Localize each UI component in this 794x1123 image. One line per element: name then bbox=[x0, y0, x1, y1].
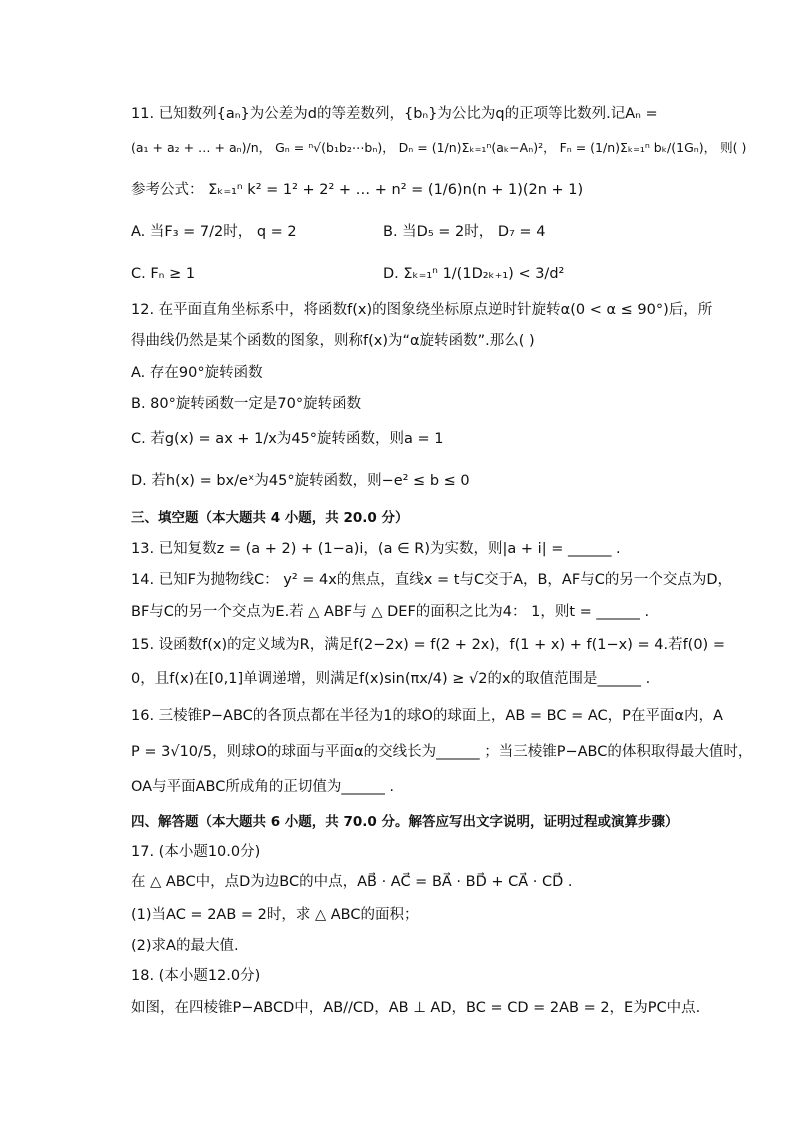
q15-line1: 15. 设函数f(x)的定义域为R，满足f(2−2x) = f(2 + 2x)，f(1 + x) + f(1−x) = 4.若f(0) = bbox=[131, 637, 725, 653]
section-fill-in-heading: 三、填空题（本大题共 4 小题，共 20.0 分） bbox=[131, 510, 409, 526]
q11-option-d: D. Σₖ₌₁ⁿ 1/(1D₂ₖ₊₁) < 3/d² bbox=[383, 266, 565, 282]
q14-line1: 14. 已知F为抛物线C： y² = 4x的焦点，直线x = t与C交于A，B，AF与C的另一个交点为D， bbox=[131, 572, 732, 588]
q11-line1: 11. 已知数列{aₙ}为公差为d的等差数列，{bₙ}为公比为q的正项等比数列.记Aₙ = bbox=[131, 106, 658, 122]
q16-line2: P = 3√10/5，则球O的球面与平面α的交线长为______ ；当三棱锥P−ABC的体积取得最大值时， bbox=[131, 744, 753, 760]
q11-option-a: A. 当F₃ = 7/2时， q = 2 bbox=[131, 224, 297, 240]
q12-option-c: C. 若g(x) = ax + 1/x为45°旋转函数，则a = 1 bbox=[131, 431, 444, 447]
q12-option-d: D. 若h(x) = bx/eˣ为45°旋转函数，则−e² ≤ b ≤ 0 bbox=[131, 473, 470, 489]
q12-line2: 得曲线仍然是某个函数的图象，则称f(x)为“α旋转函数”.那么( ) bbox=[131, 333, 535, 349]
q11-line2: (a₁ + a₂ + … + aₙ)/n， Gₙ = ⁿ√(b₁b₂⋯bₙ)， Dₙ = (1/n)Σₖ₌₁ⁿ(aₖ−Aₙ)²， Fₙ = (1/n)Σₖ₌₁ⁿ bₖ/(1Gₙ)， 则( ) bbox=[131, 140, 747, 155]
q15-line2: 0，且f(x)在[0,1]单调递增，则满足f(x)sin(πx/4) ≥ √2的x的取值范围是______ . bbox=[131, 671, 651, 687]
q18-header: 18. (本小题12.0分) bbox=[131, 968, 261, 984]
q14-line2: BF与C的另一个交点为E.若 △ ABF与 △ DEF的面积之比为4： 1，则t = ______ . bbox=[131, 604, 650, 620]
q13-line: 13. 已知复数z = (a + 2) + (1−a)i，(a ∈ R)为实数，则|a + i| = ______ . bbox=[131, 541, 621, 557]
q16-line3: OA与平面ABC所成角的正切值为______ . bbox=[131, 779, 395, 795]
q17-line3: (2)求A的最大值. bbox=[131, 938, 239, 954]
q12-option-b: B. 80°旋转函数一定是70°旋转函数 bbox=[131, 396, 362, 412]
q17-header: 17. (本小题10.0分) bbox=[131, 844, 261, 860]
q11-option-c: C. Fₙ ≥ 1 bbox=[131, 266, 196, 282]
q12-option-a: A. 存在90°旋转函数 bbox=[131, 365, 263, 381]
q17-line1: 在 △ ABC中，点D为边BC的中点，AB⃗ · AC⃗ = BA⃗ · BD⃗ + CA⃗ · CD⃗ . bbox=[131, 874, 573, 890]
section-solutions-heading: 四、解答题（本大题共 6 小题，共 70.0 分。解答应写出文字说明，证明过程或演算步骤） bbox=[131, 814, 679, 830]
q11-formula: 参考公式： Σₖ₌₁ⁿ k² = 1² + 2² + … + n² = (1/6)n(n + 1)(2n + 1) bbox=[131, 182, 584, 198]
q12-line1: 12. 在平面直角坐标系中，将函数f(x)的图象绕坐标原点逆时针旋转α(0 < α ≤ 90°)后，所 bbox=[131, 302, 713, 318]
q11-option-b: B. 当D₅ = 2时， D₇ = 4 bbox=[383, 224, 546, 240]
q18-line1: 如图，在四棱锥P−ABCD中，AB//CD，AB ⊥ AD，BC = CD = 2AB = 2，E为PC中点. bbox=[131, 1000, 701, 1016]
q17-line2: (1)当AC = 2AB = 2时，求 △ ABC的面积； bbox=[131, 907, 419, 923]
q16-line1: 16. 三棱锥P−ABC的各顶点都在半径为1的球O的球面上，AB = BC = AC，P在平面α内，A bbox=[131, 708, 723, 724]
